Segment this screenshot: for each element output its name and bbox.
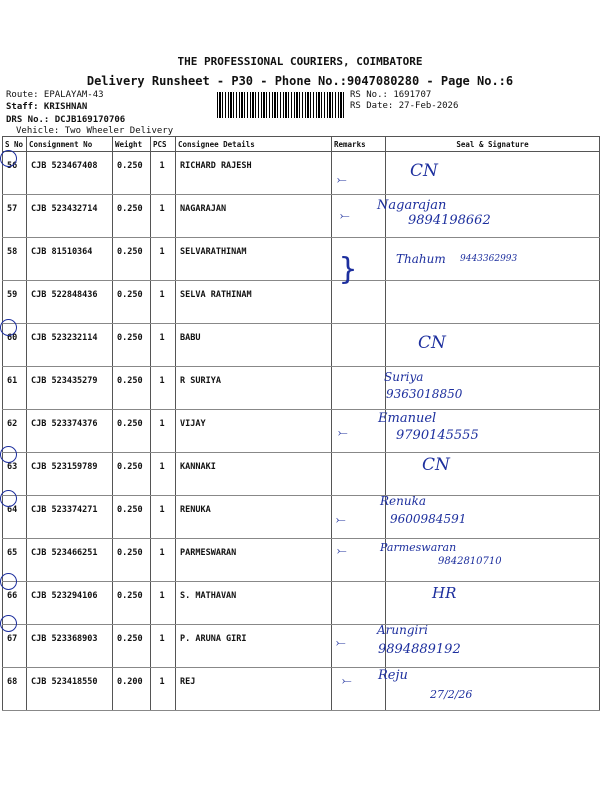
consignment-no: CJB 523435279 xyxy=(27,367,113,410)
barcode xyxy=(217,92,345,118)
signature-66: HR xyxy=(432,584,457,602)
signature-57-name: Nagarajan xyxy=(377,198,447,213)
consignment-no: CJB 523294106 xyxy=(27,582,113,625)
table-row xyxy=(3,453,600,496)
runsheet-subtitle: Delivery Runsheet - P30 - Phone No.:9047080280 - Page No.:6 xyxy=(86,74,514,88)
weight: 0.250 xyxy=(113,453,151,496)
signature-64-name: Renuka xyxy=(380,494,427,508)
tick-mark: ⤚ xyxy=(342,673,352,687)
rs-number: RS No.: 1691707 xyxy=(350,90,432,100)
consignment-no: CJB 523374376 xyxy=(27,410,113,453)
circle-mark-67 xyxy=(0,615,17,632)
signature-56: CN xyxy=(410,161,438,181)
signature-58-phone: 9443362993 xyxy=(460,254,518,264)
signature-61-name: Suriya xyxy=(384,370,424,384)
signature-57-phone: 9894198662 xyxy=(408,213,491,228)
table-row xyxy=(3,152,600,195)
table-row xyxy=(3,582,600,625)
pcs: 1 xyxy=(151,410,176,453)
sno: 63 xyxy=(3,453,27,496)
consignee: P. ARUNA GIRI xyxy=(176,625,332,668)
sno: 67 xyxy=(3,625,27,668)
consignee: S. MATHAVAN xyxy=(176,582,332,625)
circle-mark-63 xyxy=(0,446,17,463)
col-consignee: Consignee Details xyxy=(176,137,332,152)
consignee: R SURIYA xyxy=(176,367,332,410)
col-sno: S No xyxy=(3,137,27,152)
pcs: 1 xyxy=(151,152,176,195)
signature-65-phone: 9842810710 xyxy=(438,556,502,567)
signature-cell xyxy=(386,582,600,625)
sno: 57 xyxy=(3,195,27,238)
pcs: 1 xyxy=(151,582,176,625)
remarks xyxy=(332,582,386,625)
signature-cell xyxy=(386,668,600,711)
sno: 59 xyxy=(3,281,27,324)
weight: 0.250 xyxy=(113,367,151,410)
consignee: RENUKA xyxy=(176,496,332,539)
table-row xyxy=(3,367,600,410)
weight: 0.250 xyxy=(113,324,151,367)
drs-number: DRS No.: DCJB169170706 xyxy=(6,115,126,125)
signature-68-date: 27/2/26 xyxy=(430,688,473,701)
signature-cell xyxy=(386,453,600,496)
col-pcs: PCS xyxy=(151,137,176,152)
consignment-no: CJB 523159789 xyxy=(27,453,113,496)
consignment-no: CJB 523432714 xyxy=(27,195,113,238)
signature-60: CN xyxy=(418,333,446,353)
signature-61-phone: 9363018850 xyxy=(386,387,463,401)
sno: 56 xyxy=(3,152,27,195)
sno: 68 xyxy=(3,668,27,711)
table-row xyxy=(3,539,600,582)
consignee: RICHARD RAJESH xyxy=(176,152,332,195)
tick-mark: ⤚ xyxy=(336,512,346,526)
weight: 0.250 xyxy=(113,238,151,281)
tick-mark: ⤚ xyxy=(336,635,346,649)
company-title: THE PROFESSIONAL COURIERS, COIMBATORE xyxy=(177,55,423,68)
runsheet-table xyxy=(2,136,600,711)
circle-mark-56 xyxy=(0,150,17,167)
weight: 0.250 xyxy=(113,195,151,238)
consignee: VIJAY xyxy=(176,410,332,453)
col-remarks: Remarks xyxy=(332,137,386,152)
signature-67-phone: 9894889192 xyxy=(378,642,461,657)
sno: 60 xyxy=(3,324,27,367)
pcs: 1 xyxy=(151,238,176,281)
signature-68-name: Reju xyxy=(378,668,408,683)
weight: 0.200 xyxy=(113,668,151,711)
pcs: 1 xyxy=(151,195,176,238)
rs-date: RS Date: 27-Feb-2026 xyxy=(350,101,459,111)
consignment-no: CJB 523368903 xyxy=(27,625,113,668)
signature-63: CN xyxy=(422,455,450,475)
table-row xyxy=(3,195,600,238)
consignee: NAGARAJAN xyxy=(176,195,332,238)
tick-mark: ⤚ xyxy=(338,425,348,439)
signature-65-name: Parmeswaran xyxy=(380,541,457,554)
weight: 0.250 xyxy=(113,410,151,453)
consignment-no: CJB 522848436 xyxy=(27,281,113,324)
weight: 0.250 xyxy=(113,496,151,539)
weight: 0.250 xyxy=(113,625,151,668)
circle-mark-64 xyxy=(0,490,17,507)
consignment-no: CJB 523466251 xyxy=(27,539,113,582)
consignment-no: CJB 523467408 xyxy=(27,152,113,195)
tick-mark: ⤚ xyxy=(340,208,350,222)
signature-64-phone: 9600984591 xyxy=(390,512,467,526)
weight: 0.250 xyxy=(113,281,151,324)
sno: 66 xyxy=(3,582,27,625)
tick-mark: ⤚ xyxy=(337,543,347,557)
remarks xyxy=(332,453,386,496)
bracket-mark: } xyxy=(339,252,358,287)
col-signature: Seal & Signature xyxy=(386,137,600,152)
consignee: REJ xyxy=(176,668,332,711)
staff: Staff: KRISHNAN xyxy=(6,102,88,112)
sno: 61 xyxy=(3,367,27,410)
table-row xyxy=(3,668,600,711)
sno: 58 xyxy=(3,238,27,281)
consignment-no: CJB 523374271 xyxy=(27,496,113,539)
table-row xyxy=(3,324,600,367)
consignee: SELVA RATHINAM xyxy=(176,281,332,324)
signature-67-name: Arungiri xyxy=(377,623,428,637)
signature-62-phone: 9790145555 xyxy=(396,428,479,443)
consignee: SELVARATHINAM xyxy=(176,238,332,281)
tick-mark: ⤚ xyxy=(337,172,347,186)
pcs: 1 xyxy=(151,668,176,711)
table-row xyxy=(3,281,600,324)
pcs: 1 xyxy=(151,625,176,668)
weight: 0.250 xyxy=(113,152,151,195)
remarks xyxy=(332,367,386,410)
pcs: 1 xyxy=(151,539,176,582)
signature-58-name: Thahum xyxy=(396,252,446,266)
sno: 65 xyxy=(3,539,27,582)
table-row xyxy=(3,410,600,453)
signature-62-name: Emanuel xyxy=(378,411,437,426)
pcs: 1 xyxy=(151,367,176,410)
consignment-no: CJB 81510364 xyxy=(27,238,113,281)
consignee: BABU xyxy=(176,324,332,367)
col-consignment: Consignment No xyxy=(27,137,113,152)
circle-mark-66 xyxy=(0,573,17,590)
table-row xyxy=(3,625,600,668)
pcs: 1 xyxy=(151,281,176,324)
sno: 64 xyxy=(3,496,27,539)
consignee: KANNAKI xyxy=(176,453,332,496)
pcs: 1 xyxy=(151,453,176,496)
circle-mark-60 xyxy=(0,319,17,336)
table-row xyxy=(3,496,600,539)
signature-cell xyxy=(386,281,600,324)
vehicle: Vehicle: Two Wheeler Delivery xyxy=(16,126,174,136)
table-header-row xyxy=(3,137,600,152)
weight: 0.250 xyxy=(113,539,151,582)
route: Route: EPALAYAM-43 xyxy=(6,90,104,100)
consignee: PARMESWARAN xyxy=(176,539,332,582)
sno: 62 xyxy=(3,410,27,453)
remarks xyxy=(332,324,386,367)
weight: 0.250 xyxy=(113,582,151,625)
consignment-no: CJB 523418550 xyxy=(27,668,113,711)
pcs: 1 xyxy=(151,324,176,367)
consignment-no: CJB 523232114 xyxy=(27,324,113,367)
pcs: 1 xyxy=(151,496,176,539)
col-weight: Weight xyxy=(113,137,151,152)
